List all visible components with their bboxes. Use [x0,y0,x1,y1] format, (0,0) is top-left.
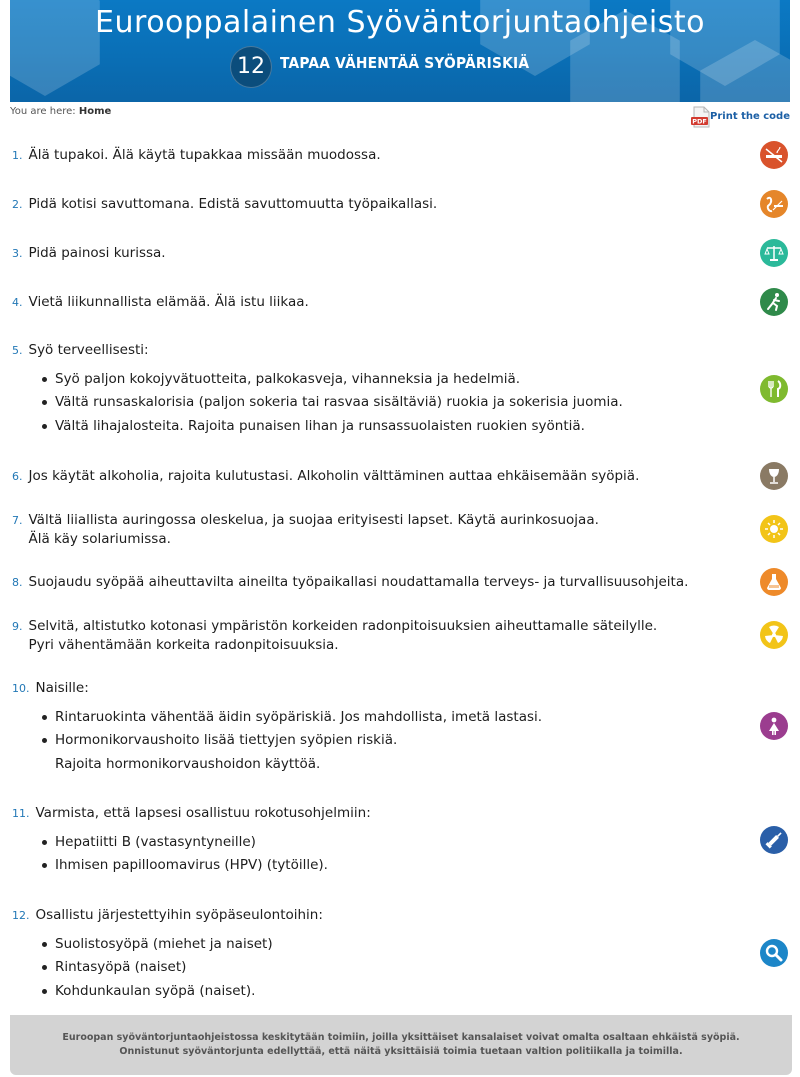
item-number: 9. [12,620,23,633]
breadcrumb-prefix: You are here: [10,106,79,117]
bullet-item: Ihmisen papilloomavirus (HPV) (tytöille). [40,854,328,877]
item-text: Naisille: [35,680,89,696]
print-code-control[interactable] [680,106,790,128]
list-item [12,244,166,263]
breadcrumb [10,106,111,117]
radiation-icon [760,621,788,649]
bullet-item: Hepatiitti B (vastasyntyneille) [40,831,328,854]
bullet-item: Suolistosyöpä (miehet ja naiset) [40,933,273,956]
pdf-icon[interactable] [690,106,712,128]
no-smoking-icon [760,141,788,169]
item-number: 8. [12,576,23,589]
item-number: 3. [12,247,23,260]
list-item [12,804,371,823]
item-number: 7. [12,514,23,527]
item-text: Varmista, että lapsesi osallistuu rokotusohjelmiin: [35,805,371,821]
item-text: Älä tupakoi. Älä käytä tupakkaa missään muodossa. [28,147,381,163]
bullet-item: Vältä lihajalosteita. Rajoita punaisen lihan ja runsassuolaisten ruokien syöntiä. [40,415,623,438]
print-code-link[interactable]: Print the code [710,111,790,122]
item-text: Osallistu järjestettyihin syöpäseulontoihin: [35,907,323,923]
breadcrumb-home-link[interactable]: Home [78,106,112,117]
sun-icon [760,515,788,543]
pdf-icon-label: PDF [692,117,707,126]
item-number: 2. [12,198,23,211]
footer-text [10,1031,792,1059]
wine-glass-icon [760,462,788,490]
bullet-list [40,368,623,438]
list-item [12,146,381,165]
item-text: Suojaudu syöpää aiheuttavilta aineilta työpaikallasi noudattamalla terveys- ja turvallisuusohjeita. [28,574,689,590]
item-number: 12. [12,909,30,922]
item-number: 6. [12,470,23,483]
list-item [12,511,599,549]
smoke-free-home-icon [760,190,788,218]
list-item [12,906,323,925]
bullet-list [40,933,273,1003]
header-banner [10,0,790,102]
item-text: Vältä liiallista auringossa oleskelua, ja suojaa erityisesti lapset. Käytä aurinkosuojaa. [28,512,599,528]
scale-icon [760,239,788,267]
footer-line-2: Onnistunut syöväntorjunta edellyttää, että näitä yksittäisiä toimia tuetaan valtion politiikalla ja toimilla. [119,1046,683,1057]
item-number: 1. [12,149,23,162]
banner-subtitle: TAPAA VÄHENTÄÄ SYÖPÄRISKIÄ [280,54,530,72]
item-text: Pidä kotisi savuttomana. Edistä savuttomuutta työpaikallasi. [28,196,438,212]
item-text: Selvitä, altistutko kotonasi ympäristön korkeiden radonpitoisuuksien aiheuttamalle säteilylle. [28,618,658,634]
list-item [12,573,688,592]
item-text: Vietä liikunnallista elämää. Älä istu liikaa. [28,294,309,310]
bullet-list [40,831,328,878]
bullet-item: Hormonikorvaushoito lisää tiettyjen syöpien riskiä. [40,729,542,752]
item-number: 4. [12,296,23,309]
item-text: Syö terveellisesti: [28,342,149,358]
hexagon-decoration [700,40,790,102]
item-text: Jos käytät alkoholia, rajoita kulutustasi. Alkoholin välttäminen auttaa ehkäisemään syöpiä. [28,468,640,484]
item-text-continued: Älä käy solariumissa. [28,531,171,547]
footer [10,1015,792,1075]
bullet-item: Vältä runsaskalorisia (paljon sokeria tai rasvaa sisältäviä) ruokia ja sokerisia juomia. [40,391,623,414]
item-text: Pidä painosi kurissa. [28,245,166,261]
list-item [12,467,639,486]
bullet-item: Syö paljon kokojyvätuotteita, palkokasveja, vihanneksia ja hedelmiä. [40,368,623,391]
woman-icon [760,712,788,740]
list-item [12,679,89,698]
list-item [12,293,309,312]
syringe-icon [760,826,788,854]
item-number: 11. [12,807,30,820]
running-icon [760,288,788,316]
item-number: 10. [12,682,30,695]
list-item [12,195,437,214]
bullet-item-continued: Rajoita hormonikorvaushoidon käyttöä. [55,755,321,772]
banner-title: Eurooppalainen Syöväntorjuntaohjeisto [95,5,705,40]
bullet-item: Rintaruokinta vähentää äidin syöpäriskiä. Jos mahdollista, imetä lastasi. [40,706,542,729]
bullet-list [40,706,542,776]
item-number: 5. [12,344,23,357]
list-item [12,617,657,655]
flask-icon [760,568,788,596]
bullet-item: Kohdunkaulan syöpä (naiset). [40,980,273,1003]
list-item [12,341,149,360]
magnifier-icon [760,939,788,967]
bullet-item: Rintasyöpä (naiset) [40,956,273,979]
item-text-continued: Pyri vähentämään korkeita radonpitoisuuksia. [28,637,339,653]
banner-badge: 12 [230,46,272,88]
footer-line-1: Euroopan syöväntorjuntaohjeistossa keskitytään toimiin, joilla yksittäiset kansalaiset voivat omalta osaltaan ehkäistä syöpiä. [62,1032,740,1043]
fork-knife-icon [760,375,788,403]
